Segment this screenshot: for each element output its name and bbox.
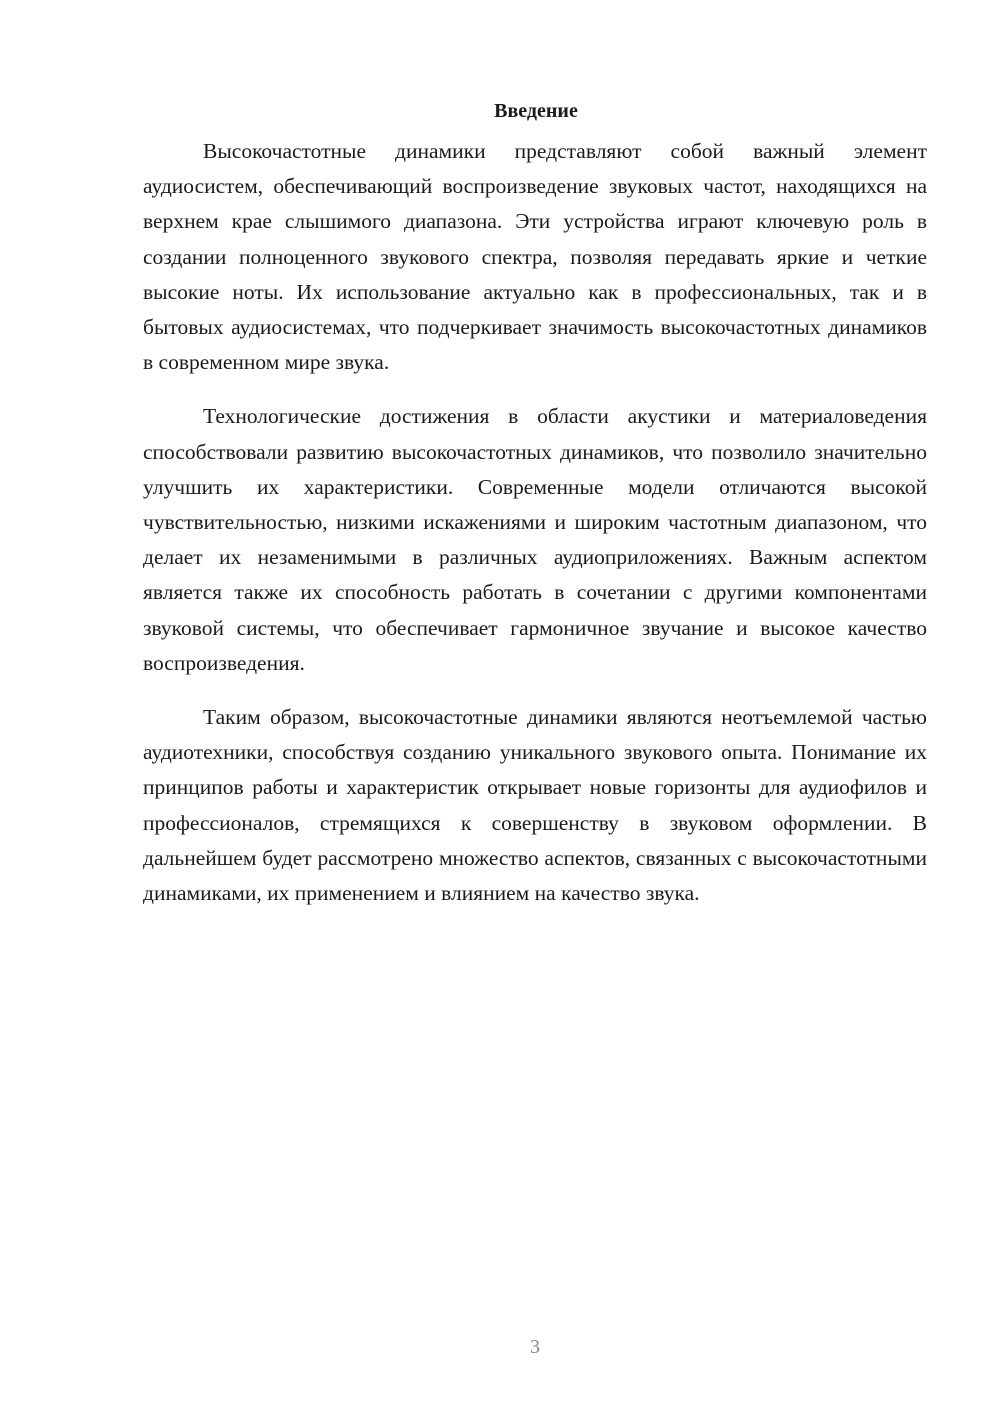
document-body — [143, 98, 927, 911]
paragraph-2: Технологические достижения в области акустики и материаловедения способствовали развитию высокочастотных динамиков, что позволило значительно улучшить их характеристики. Современные модели отличаются высокой чувствительностью, низкими искажениями и широким частотным диапазоном, что делает их незаменимыми в различных аудиоприложениях. Важным аспектом является также их способность работать в сочетании с другими компонентами звуковой системы, что обеспечивает гармоничное звучание и высокое качество воспроизведения. — [143, 404, 927, 675]
page-title: Введение — [494, 100, 578, 122]
paragraph-1: Высокочастотные динамики представляют собой важный элемент аудиосистем, обеспечивающий воспроизведение звуковых частот, находящихся на верхнем крае слышимого диапазона. Эти устройства играют ключевую роль в создании полноценного звукового спектра, позволяя передавать яркие и четкие высокие ноты. Их использование актуально как в профессиональных, так и в бытовых аудиосистемах, что подчеркивает значимость высокочастотных динамиков в современном мире звука. — [143, 139, 927, 375]
paragraph-3: Таким образом, высокочастотные динамики являются неотъемлемой частью аудиотехники, способствуя созданию уникального звукового опыта. Понимание их принципов работы и характеристик открывает новые горизонты для аудиофилов и профессионалов, стремящихся к совершенству в звуковом оформлении. В дальнейшем будет рассмотрено множество аспектов, связанных с высокочастотными динамиками, их применением и влиянием на качество звука. — [143, 705, 927, 906]
page-number: 3 — [530, 1336, 540, 1358]
